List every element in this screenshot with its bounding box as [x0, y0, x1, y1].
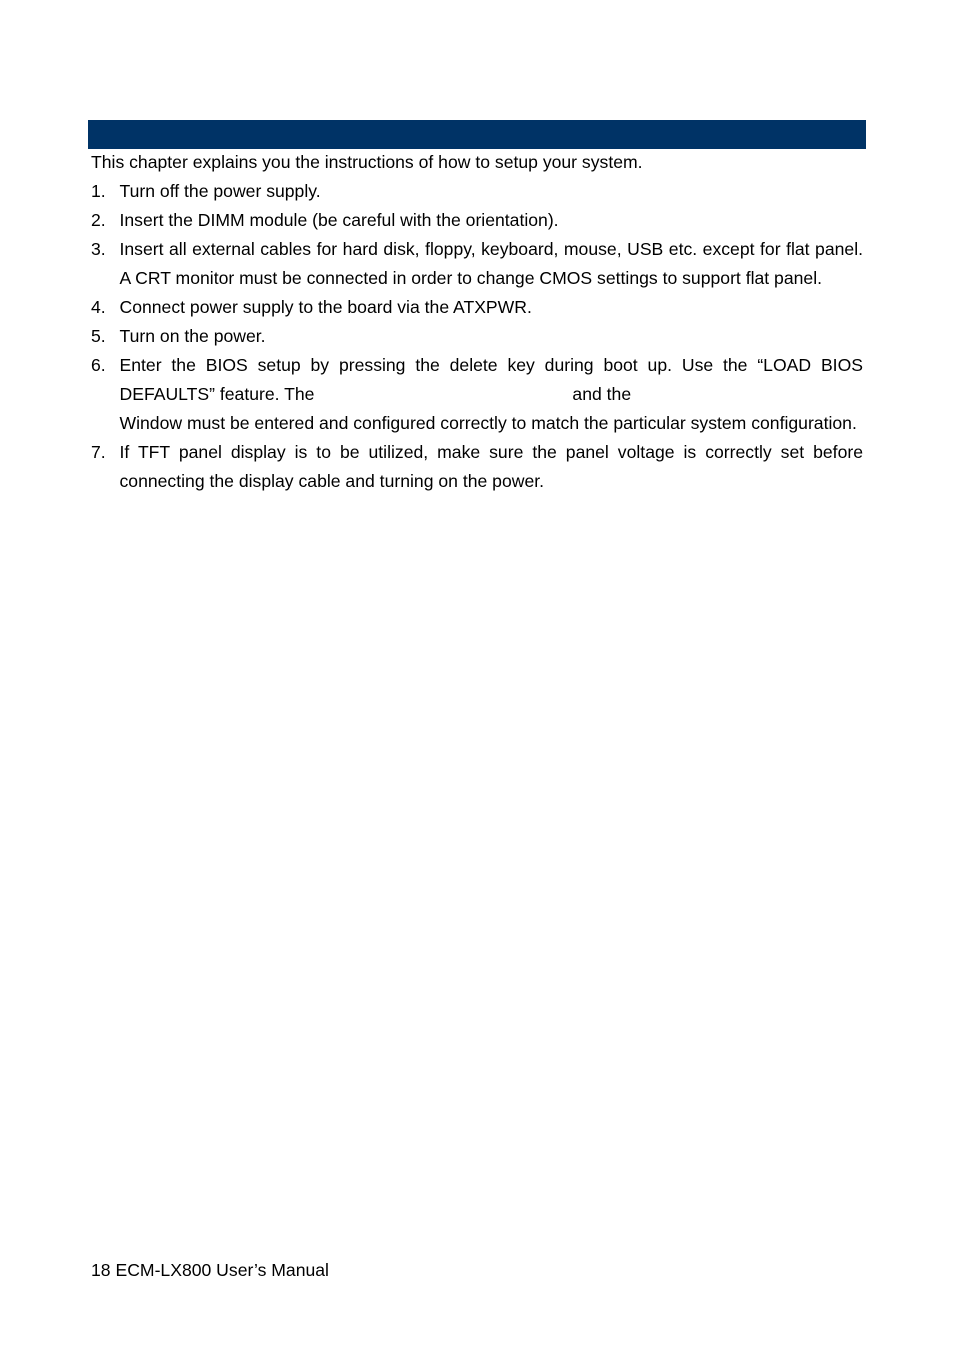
step-text-part-b: and the — [572, 384, 632, 404]
list-item — [91, 206, 863, 235]
list-item — [91, 322, 863, 351]
step-text: Insert all external cables for hard disk, floppy, keyboard, mouse, USB etc. except for flat panel. A CRT monitor must be connected in order to change CMOS settings to support flat panel. — [119, 239, 863, 288]
step-number: 7. — [91, 442, 106, 462]
step-number: 1. — [91, 181, 106, 201]
step-number: 5. — [91, 326, 106, 346]
list-item — [91, 438, 863, 496]
step-number: 6. — [91, 355, 106, 375]
list-item — [91, 235, 863, 293]
intro-paragraph: This chapter explains you the instructions of how to setup your system. — [91, 152, 643, 172]
list-item — [91, 177, 863, 206]
manual-title: ECM-LX800 User’s Manual — [115, 1260, 329, 1280]
list-item — [91, 351, 863, 438]
step-text: Insert the DIMM module (be careful with the orientation). — [119, 210, 559, 230]
step-number: 3. — [91, 239, 106, 259]
step-number: 2. — [91, 210, 106, 230]
step-text-part-c: Window must be entered and configured correctly to match the particular system configuration. — [119, 413, 857, 433]
step-text: Turn off the power supply. — [119, 181, 321, 201]
list-item — [91, 293, 863, 322]
section-header-bar — [88, 120, 866, 149]
step-text-part-a: Enter the BIOS setup by pressing the delete key during boot up. Use the “LOAD BIOS DEFAULTS” feature. The — [119, 355, 863, 404]
setup-steps-list — [91, 177, 863, 496]
step-text: Connect power supply to the board via the ATXPWR. — [119, 297, 532, 317]
page-number: 18 — [91, 1260, 111, 1280]
step-text: Turn on the power. — [119, 326, 266, 346]
step-text: If TFT panel display is to be utilized, make sure the panel voltage is correctly set before connecting the display cable and turning on the power. — [119, 442, 863, 491]
step-number: 4. — [91, 297, 106, 317]
page-footer — [91, 1256, 329, 1285]
page-content — [91, 148, 863, 496]
